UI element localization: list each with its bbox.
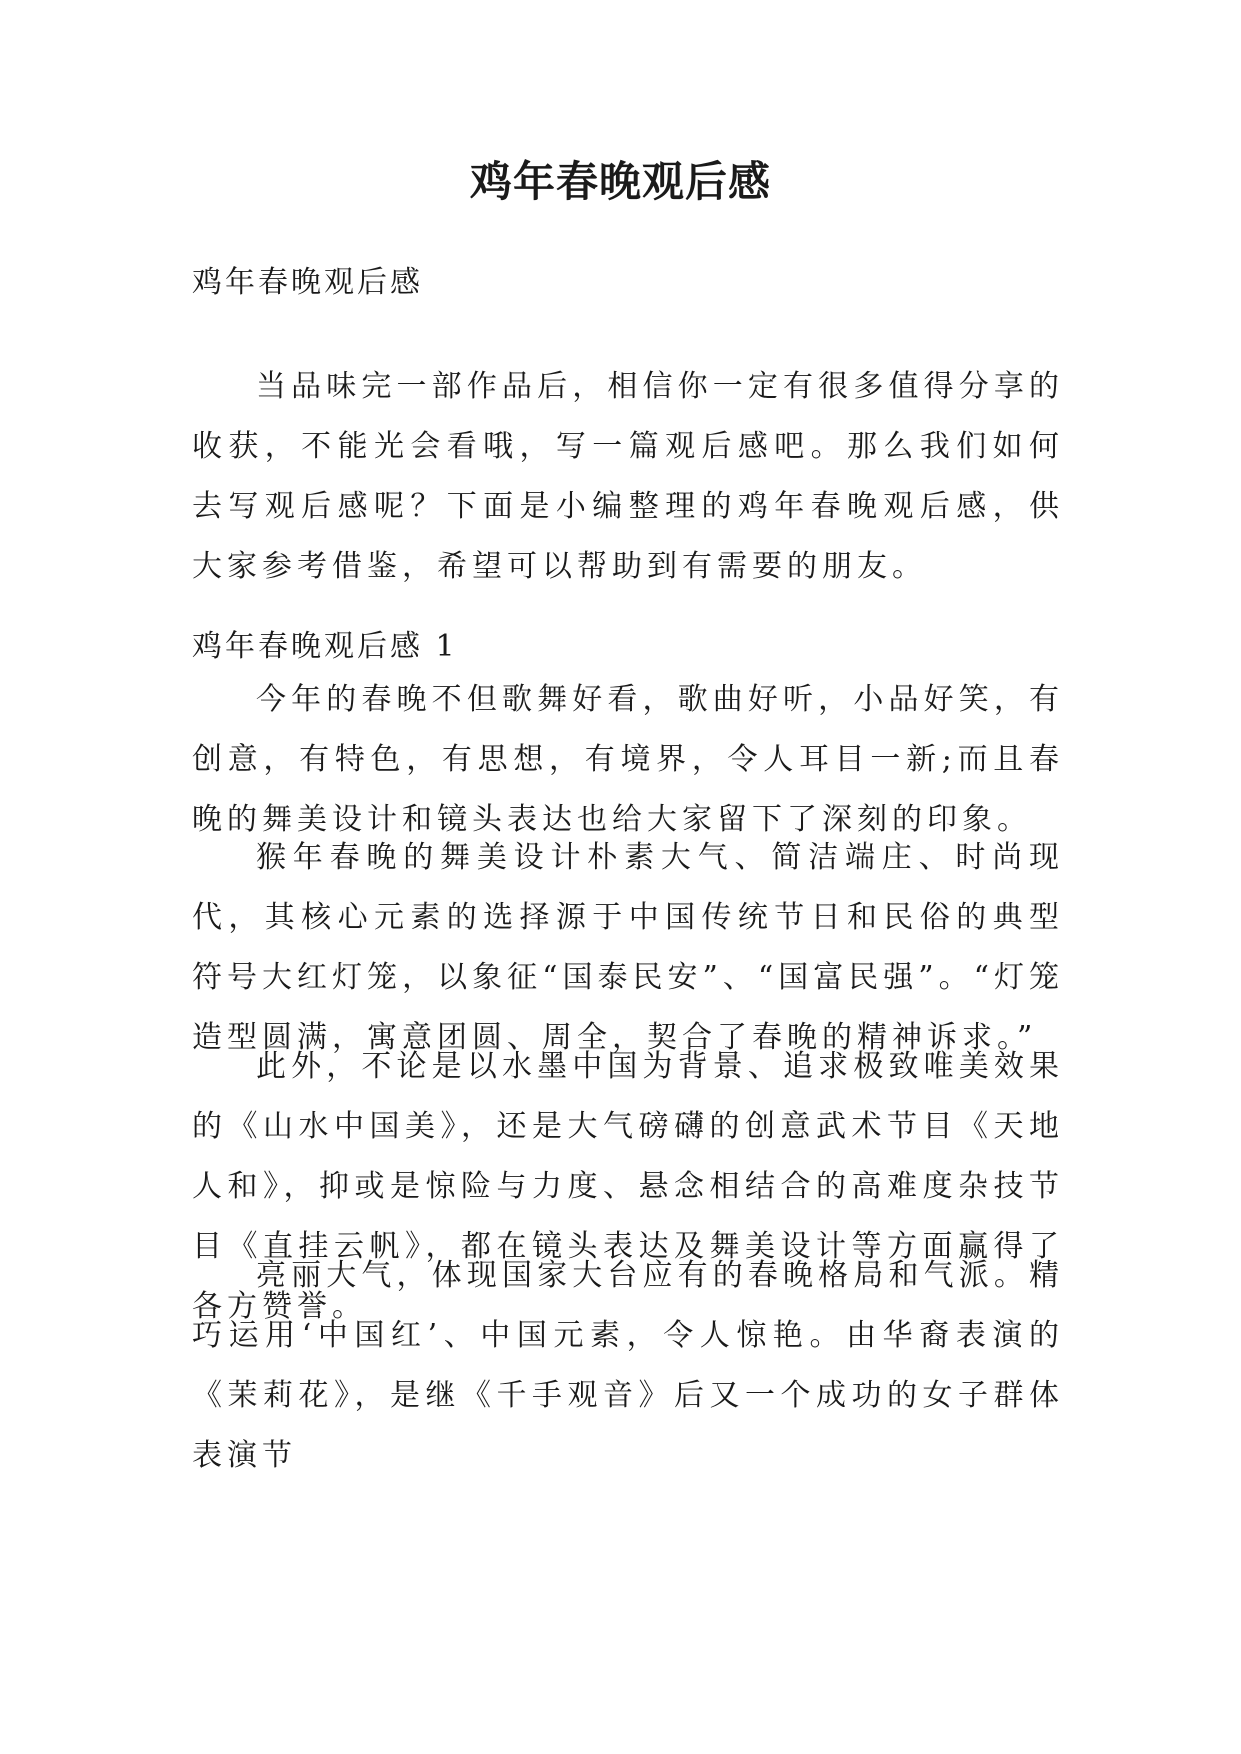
document-subtitle: 鸡年春晚观后感 <box>192 265 423 300</box>
intro-paragraph: 当品味完一部作品后，相信你一定有很多值得分享的收获，不能光会看哦，写一篇观后感吧。那么我们如何去写观后感呢？下面是小编整理的鸡年春晚观后感，供大家参考借鉴，希望可以帮助到有需要的朋友。 <box>192 369 1064 584</box>
section-heading: 鸡年春晚观后感 1 <box>192 629 458 664</box>
body-paragraph-3: 此外，不论是以水墨中国为背景、追求极致唯美效果的《山水中国美》，还是大气磅礴的创意武术节目《天地人和》，抑或是惊险与力度、悬念相结合的高难度杂技节目《直挂云帆》，都在镜头表达及舞美设计等方面赢得了各方赞誉。 <box>192 1049 1064 1324</box>
document-title: 鸡年春晚观后感 <box>469 157 771 206</box>
body-paragraph-4: 亮丽大气，体现国家大台应有的春晚格局和气派。精巧运用‘中国红’、中国元素，令人惊艳。由华裔表演的《茉莉花》，是继《千手观音》后又一个成功的女子群体表演节 <box>192 1258 1064 1473</box>
body-paragraph-1: 今年的春晚不但歌舞好看，歌曲好听，小品好笑，有创意，有特色，有思想，有境界，令人耳目一新;而且春晚的舞美设计和镜头表达也给大家留下了深刻的印象。 <box>192 682 1064 837</box>
body-paragraph-2: 猴年春晚的舞美设计朴素大气、简洁端庄、时尚现代，其核心元素的选择源于中国传统节日和民俗的典型符号大红灯笼，以象征“国泰民安”、“国富民强”。“灯笼造型圆满，寓意团圆、周全，契合了春晚的精神诉求。” <box>192 840 1064 1055</box>
